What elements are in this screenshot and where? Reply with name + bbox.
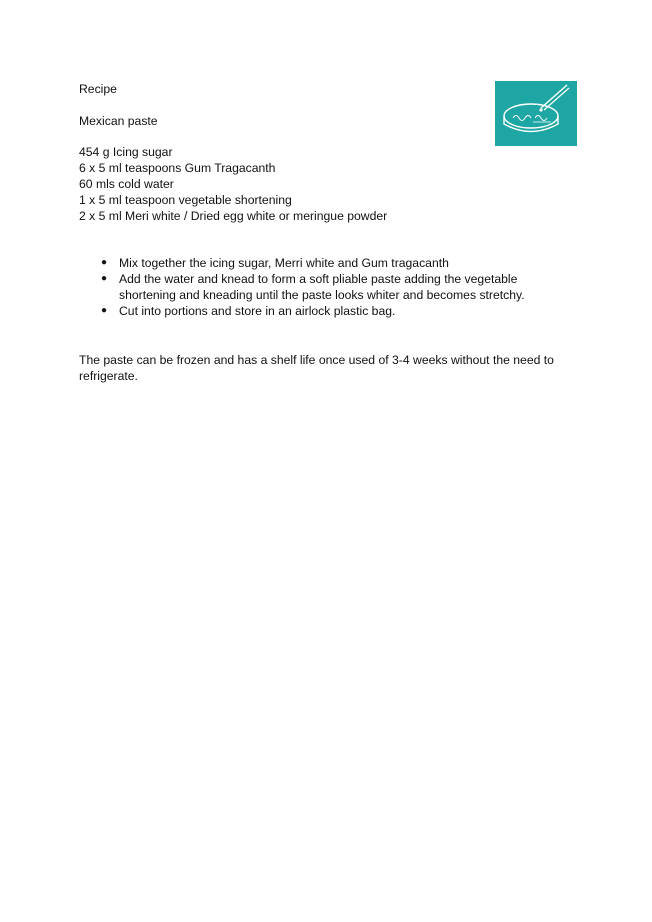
method-step [79,271,559,303]
bullet-icon: ● [101,305,108,316]
ingredient-line: 1 x 5 ml teaspoon vegetable shortening [79,193,292,207]
bullet-icon: ● [101,273,108,284]
method-step-text: Add the water and knead to form a soft pliable paste adding the vegetable shortening and kneading until the paste looks whiter and becomes stretchy. [119,272,525,302]
recipe-title: Mexican paste [79,114,158,128]
brand-logo [495,81,577,146]
storage-note: The paste can be frozen and has a shelf life once used of 3-4 weeks without the need to refrigerate. [79,353,554,383]
method-step [79,255,559,271]
method-step [79,303,559,319]
document-heading: Recipe [79,82,117,96]
method-step-text: Cut into portions and store in an airlock plastic bag. [119,304,396,318]
ingredient-line: 6 x 5 ml teaspoons Gum Tragacanth [79,161,276,175]
cake-and-piping-bag-logo-icon [495,81,577,146]
ingredient-line: 454 g Icing sugar [79,145,173,159]
ingredient-line: 60 mls cold water [79,177,174,191]
ingredient-line: 2 x 5 ml Meri white / Dried egg white or meringue powder [79,209,388,223]
bullet-icon: ● [101,257,108,268]
method-step-text: Mix together the icing sugar, Merri white and Gum tragacanth [119,256,449,270]
method-steps-list [79,255,559,319]
